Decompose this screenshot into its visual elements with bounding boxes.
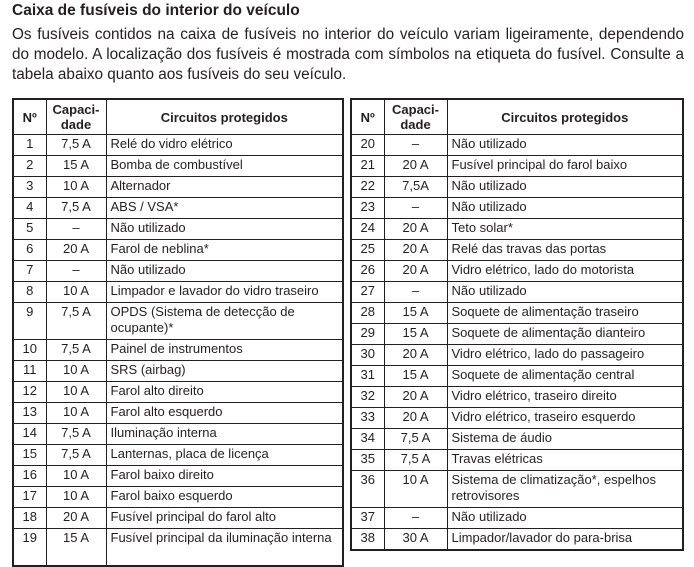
- header-capacity: Capaci- dade: [46, 99, 106, 135]
- table-row: [13, 382, 343, 403]
- fuse-number: 31: [351, 366, 384, 387]
- fuse-circuit: Não utilizado: [106, 261, 343, 282]
- fuse-number: 15: [13, 445, 46, 466]
- fuse-number: 9: [13, 303, 46, 340]
- fuse-capacity: 20 A: [384, 387, 447, 408]
- fuse-capacity: 7,5 A: [46, 198, 106, 219]
- fuse-circuit: Vidro elétrico, lado do motorista: [447, 261, 683, 282]
- fuse-capacity: 20 A: [46, 508, 106, 529]
- fuse-number: 11: [13, 361, 46, 382]
- fuse-number: 4: [13, 198, 46, 219]
- table-row: [351, 261, 683, 282]
- fuse-circuit: Teto solar*: [447, 219, 683, 240]
- fuse-capacity: –: [384, 198, 447, 219]
- table-row: [351, 366, 683, 387]
- fuse-capacity: 20 A: [384, 261, 447, 282]
- fuse-capacity: 15 A: [384, 303, 447, 324]
- fuse-circuit: Limpador e lavador do vidro traseiro: [106, 282, 343, 303]
- fuse-circuit: Relé do vidro elétrico: [106, 135, 343, 156]
- fuse-number: 28: [351, 303, 384, 324]
- table-row: [13, 219, 343, 240]
- fuse-circuit: Relé das travas das portas: [447, 240, 683, 261]
- table-row: [13, 340, 343, 361]
- fuse-number: 38: [351, 529, 384, 551]
- fuse-number: 30: [351, 345, 384, 366]
- table-row: [13, 466, 343, 487]
- table-row: [13, 445, 343, 466]
- fuse-table-right: [350, 98, 684, 551]
- fuse-circuit: Bomba de combustível: [106, 156, 343, 177]
- fuse-circuit: Não utilizado: [447, 282, 683, 303]
- fuse-capacity: 10 A: [46, 361, 106, 382]
- fuse-number: 23: [351, 198, 384, 219]
- table-row: [13, 361, 343, 382]
- fuse-capacity: 7,5 A: [46, 340, 106, 361]
- table-row: [13, 198, 343, 219]
- table-row: [13, 529, 343, 567]
- fuse-circuit: Soquete de alimentação central: [447, 366, 683, 387]
- fuse-capacity: –: [384, 135, 447, 156]
- fuse-capacity: –: [384, 508, 447, 529]
- fuse-capacity: 15 A: [46, 529, 106, 567]
- fuse-number: 16: [13, 466, 46, 487]
- fuse-number: 26: [351, 261, 384, 282]
- fuse-number: 5: [13, 219, 46, 240]
- fuse-number: 19: [13, 529, 46, 567]
- fuse-circuit: Fusível principal da iluminação interna: [106, 529, 343, 567]
- fuse-circuit: Não utilizado: [106, 219, 343, 240]
- table-row: [13, 303, 343, 340]
- fuse-capacity: 10 A: [46, 282, 106, 303]
- table-row: [351, 408, 683, 429]
- fuse-capacity: 20 A: [384, 156, 447, 177]
- fuse-capacity: 7,5 A: [46, 445, 106, 466]
- fuse-capacity: 20 A: [384, 408, 447, 429]
- fuse-circuit: Farol alto esquerdo: [106, 403, 343, 424]
- fuse-capacity: 10 A: [384, 471, 447, 508]
- table-row: [351, 508, 683, 529]
- header-number: Nº: [13, 99, 46, 135]
- fuse-number: 37: [351, 508, 384, 529]
- fuse-circuit: SRS (airbag): [106, 361, 343, 382]
- fuse-number: 14: [13, 424, 46, 445]
- intro-paragraph: Os fusíveis contidos na caixa de fusíveis no interior do veículo variam ligeiramente, dependendo do modelo. A localização dos fusíveis é mostrada com símbolos na etiqueta do fusível. Consulte a tabela abaixo quanto aos fusíveis do seu veículo.: [12, 26, 684, 83]
- table-row: [13, 240, 343, 261]
- fuse-circuit: Sistema de climatização*, espelhos retrovisores: [447, 471, 683, 508]
- fuse-circuit: Não utilizado: [447, 198, 683, 219]
- table-row: [13, 508, 343, 529]
- fuse-capacity: 10 A: [46, 466, 106, 487]
- fuse-circuit: Vidro elétrico, traseiro esquerdo: [447, 408, 683, 429]
- table-row: [351, 324, 683, 345]
- fuse-capacity: 20 A: [46, 240, 106, 261]
- fuse-circuit: Travas elétricas: [447, 450, 683, 471]
- table-row: [351, 450, 683, 471]
- fuse-capacity: 30 A: [384, 529, 447, 551]
- fuse-number: 3: [13, 177, 46, 198]
- fuse-capacity: 7,5 A: [46, 303, 106, 340]
- fuse-circuit: ABS / VSA*: [106, 198, 343, 219]
- fuse-capacity: 20 A: [384, 240, 447, 261]
- fuse-capacity: –: [384, 282, 447, 303]
- fuse-capacity: 7,5 A: [46, 424, 106, 445]
- table-row: [13, 261, 343, 282]
- header-circuits: Circuitos protegidos: [106, 99, 343, 135]
- header-number: Nº: [351, 99, 384, 135]
- table-row: [351, 303, 683, 324]
- fuse-number: 6: [13, 240, 46, 261]
- table-row: [13, 282, 343, 303]
- fuse-capacity: 15 A: [384, 366, 447, 387]
- fuse-circuit: Alternador: [106, 177, 343, 198]
- fuse-capacity: 10 A: [46, 487, 106, 508]
- fuse-capacity: 7,5 A: [384, 450, 447, 471]
- fuse-number: 29: [351, 324, 384, 345]
- table-row: [351, 135, 683, 156]
- table-row: [351, 529, 683, 551]
- fuse-capacity: 10 A: [46, 382, 106, 403]
- table-row: [13, 403, 343, 424]
- fuse-circuit: Não utilizado: [447, 508, 683, 529]
- table-row: [351, 429, 683, 450]
- header-circuits: Circuitos protegidos: [447, 99, 683, 135]
- fuse-capacity: 15 A: [384, 324, 447, 345]
- table-row: [13, 135, 343, 156]
- fuse-circuit: Não utilizado: [447, 135, 683, 156]
- fuse-capacity: 15 A: [46, 156, 106, 177]
- fuse-circuit: Farol baixo esquerdo: [106, 487, 343, 508]
- fuse-circuit: Fusível principal do farol baixo: [447, 156, 683, 177]
- fuse-number: 18: [13, 508, 46, 529]
- table-row: [351, 345, 683, 366]
- table-row: [351, 177, 683, 198]
- fuse-circuit: Soquete de alimentação traseiro: [447, 303, 683, 324]
- fuse-capacity: –: [46, 219, 106, 240]
- fuse-circuit: Farol alto direito: [106, 382, 343, 403]
- table-row: [13, 177, 343, 198]
- fuse-circuit: Lanternas, placa de licença: [106, 445, 343, 466]
- fuse-number: 13: [13, 403, 46, 424]
- fuse-number: 32: [351, 387, 384, 408]
- table-row: [13, 156, 343, 177]
- fuse-capacity: 10 A: [46, 403, 106, 424]
- fuse-table-left: [12, 98, 344, 567]
- fuse-capacity: 7,5 A: [46, 135, 106, 156]
- table-row: [351, 387, 683, 408]
- fuse-capacity: –: [46, 261, 106, 282]
- fuse-number: 2: [13, 156, 46, 177]
- table-row: [351, 471, 683, 508]
- fuse-circuit: Farol baixo direito: [106, 466, 343, 487]
- fuse-number: 12: [13, 382, 46, 403]
- fuse-circuit: Iluminação interna: [106, 424, 343, 445]
- table-row: [351, 219, 683, 240]
- table-row: [351, 240, 683, 261]
- table-row: [351, 198, 683, 219]
- fuse-number: 21: [351, 156, 384, 177]
- fuse-number: 22: [351, 177, 384, 198]
- fuse-number: 7: [13, 261, 46, 282]
- fuse-capacity: 10 A: [46, 177, 106, 198]
- fuse-capacity: 20 A: [384, 219, 447, 240]
- fuse-circuit: Painel de instrumentos: [106, 340, 343, 361]
- fuse-number: 25: [351, 240, 384, 261]
- fuse-number: 10: [13, 340, 46, 361]
- fuse-circuit: Vidro elétrico, lado do passageiro: [447, 345, 683, 366]
- fuse-circuit: Fusível principal do farol alto: [106, 508, 343, 529]
- fuse-circuit: Soquete de alimentação dianteiro: [447, 324, 683, 345]
- fuse-circuit: Vidro elétrico, traseiro direito: [447, 387, 683, 408]
- fuse-number: 20: [351, 135, 384, 156]
- fuse-number: 35: [351, 450, 384, 471]
- fuse-number: 33: [351, 408, 384, 429]
- table-row: [13, 424, 343, 445]
- fuse-circuit: OPDS (Sistema de detecção de ocupante)*: [106, 303, 343, 340]
- fuse-number: 34: [351, 429, 384, 450]
- fuse-circuit: Limpador/lavador do para-brisa: [447, 529, 683, 551]
- fuse-number: 17: [13, 487, 46, 508]
- fuse-capacity: 7,5A: [384, 177, 447, 198]
- fuse-number: 36: [351, 471, 384, 508]
- fuse-number: 24: [351, 219, 384, 240]
- section-title: Caixa de fusíveis do interior do veículo: [12, 2, 300, 19]
- fuse-number: 27: [351, 282, 384, 303]
- fuse-circuit: Não utilizado: [447, 177, 683, 198]
- table-row: [351, 282, 683, 303]
- table-row: [13, 487, 343, 508]
- fuse-circuit: Sistema de áudio: [447, 429, 683, 450]
- header-capacity: Capaci- dade: [384, 99, 447, 135]
- fuse-circuit: Farol de neblina*: [106, 240, 343, 261]
- table-row: [351, 156, 683, 177]
- fuse-number: 1: [13, 135, 46, 156]
- fuse-capacity: 7,5 A: [384, 429, 447, 450]
- fuse-number: 8: [13, 282, 46, 303]
- fuse-capacity: 20 A: [384, 345, 447, 366]
